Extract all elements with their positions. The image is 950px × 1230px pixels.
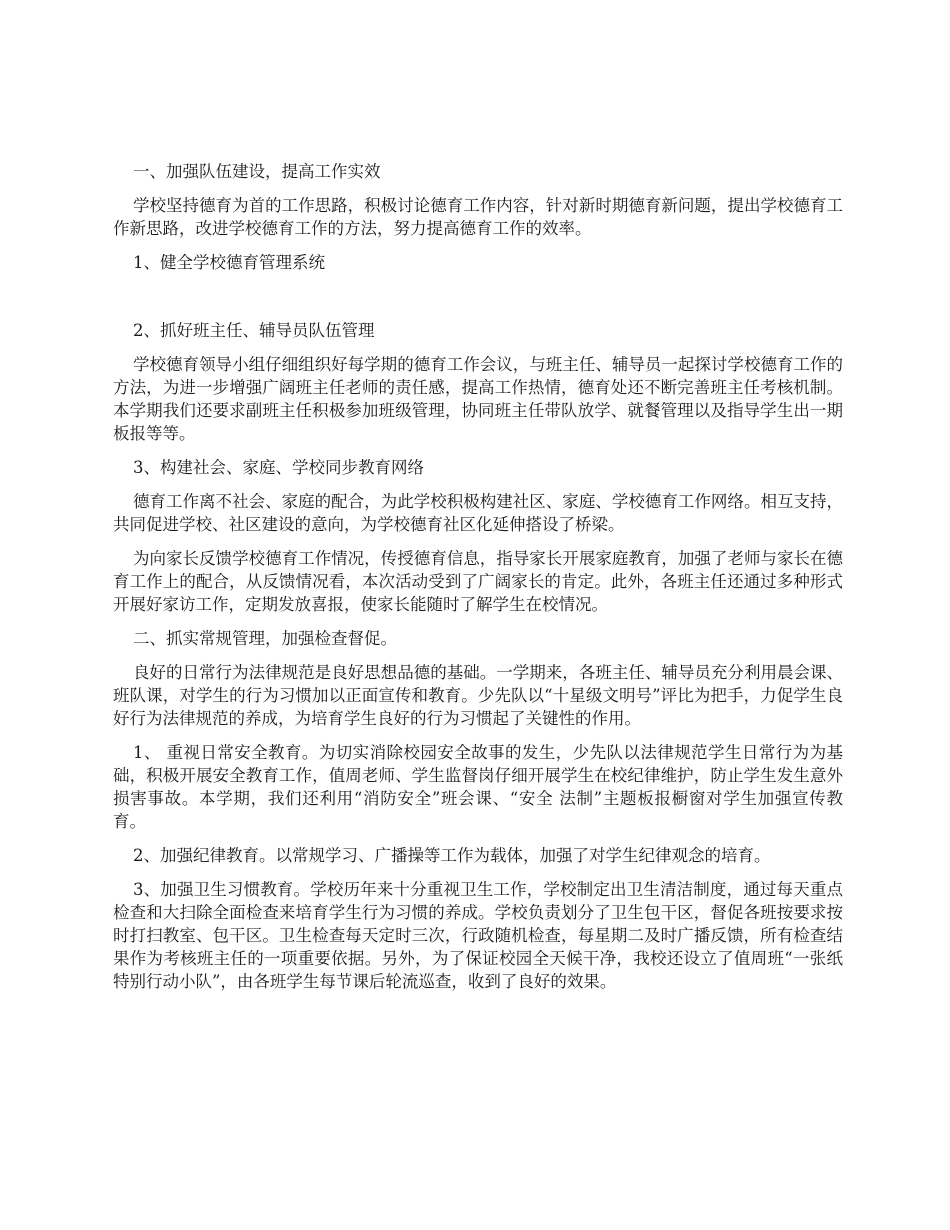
subheading-3: 3、构建社会、家庭、学校同步教育网络 (133, 458, 424, 477)
paragraph: 学校坚持德育为首的工作思路，积极讨论德育工作内容，针对新时期德育新问题，提出学校德育工作新思路，改进学校德育工作的方法，努力提高德育工作的效率。 (113, 196, 843, 238)
section-heading-1: 一、加强队伍建设，提高工作实效 (133, 162, 381, 181)
paragraph: 为向家长反馈学校德育工作情况，传授德育信息，指导家长开展家庭教育，加强了老师与家长在德育工作上的配合，从反馈情况看，本次活动受到了广阔家长的肯定。此外，各班主任还通过多种形式开展好家访工作，定期发放喜报，使家长能随时了解学生在校情况。 (113, 549, 843, 614)
subheading-1: 1、健全学校德育管理系统 (133, 253, 325, 272)
paragraph: 1、 重视日常安全教育。为切实消除校园安全故事的发生，少先队以法律规范学生日常行为为基础，积极开展安全教育工作，值周老师、学生监督岗仔细开展学生在校纪律维护，防止学生发生意外损害事故。本学期，我们还利用“消防安全”班会课、“安全 法制”主题板报橱窗对学生加强宣传教育。 (113, 743, 843, 831)
paragraph: 2、加强纪律教育。以常规学习、广播操等工作为载体，加强了对学生纪律观念的培育。 (133, 846, 771, 865)
subheading-2: 2、抓好班主任、辅导员队伍管理 (133, 321, 375, 340)
paragraph: 德育工作离不社会、家庭的配合，为此学校积极构建社区、家庭、学校德育工作网络。相互支持，共同促进学校、社区建设的意向，为学校德育社区化延伸搭设了桥梁。 (113, 492, 843, 534)
section-heading-2: 二、抓实常规管理，加强检查督促。 (133, 629, 397, 648)
paragraph: 学校德育领导小组仔细组织好每学期的德育工作会议，与班主任、辅导员一起探讨学校德育工作的方法，为进一步增强广阔班主任老师的责任感，提高工作热情，德育处还不断完善班主任考核机制。本学期我们还要求副班主任积极参加班级管理，协同班主任带队放学、就餐管理以及指导学生出一期板报等等。 (113, 355, 843, 443)
paragraph: 3、加强卫生习惯教育。学校历年来十分重视卫生工作，学校制定出卫生清洁制度，通过每天重点检查和大扫除全面检查来培育学生行为习惯的养成。学校负责划分了卫生包干区，督促各班按要求按时打扫教室、包干区。卫生检查每天定时三次，行政随机检查，每星期二及时广播反馈，所有检查结果作为考核班主任的一项重要依据。另外，为了保证校园全天候干净，我校还设立了值周班“一张纸特别行动小队”，由各班学生每节课后轮流巡查，收到了良好的效果。 (113, 880, 843, 991)
paragraph: 良好的日常行为法律规范是良好思想品德的基础。一学期来，各班主任、辅导员充分利用晨会课、班队课，对学生的行为习惯加以正面宣传和教育。少先队以“十星级文明号”评比为把手，力促学生良好行为法律规范的养成，为培育学生良好的行为习惯起了关键性的作用。 (113, 663, 843, 728)
document-body (113, 160, 843, 993)
